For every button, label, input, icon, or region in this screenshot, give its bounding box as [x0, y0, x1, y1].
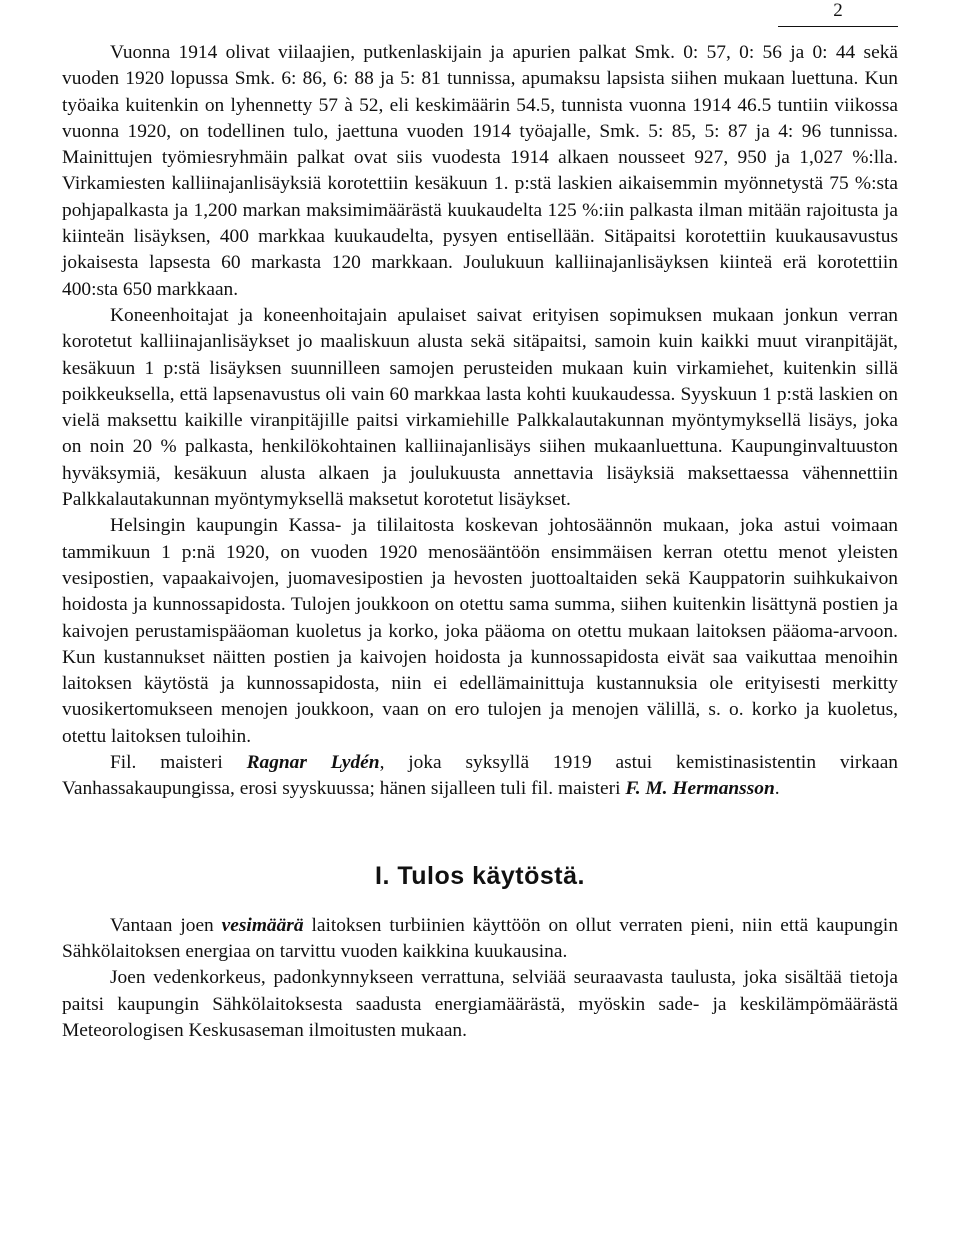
- page-number: 2: [833, 0, 843, 21]
- person-name-lyden: Ragnar Lydén: [246, 752, 380, 774]
- person-name-hermansson: F. M. Hermansson: [625, 778, 775, 800]
- paragraph-staff-change: [62, 750, 898, 803]
- lyden-after: , joka syksyllä 1919 astui kemistinasistentin virkaan Vanhassakaupungissa, erosi syyskuussa; hänen sijalleen tuli fil. maisteri: [62, 752, 898, 800]
- paragraph-water-level: Joen vedenkorkeus, padonkynnykseen verrattuna, selviää seuraavasta taulusta, joka sisältää tietoja paitsi kaupungin Sähkölaitoksesta saadusta energiamäärästä, myöskin sade- ja keskilämpömäärästä Meteorologisen Keskusaseman ilmoitusten mukaan.: [62, 967, 898, 1041]
- vantaa-after: laitoksen turbiinien käyttöön on ollut verraten pieni, niin että kaupungin Sähkölaitoksen energiaa on tarvittu vuoden kaikkina kuukausina.: [62, 914, 899, 962]
- emphasis-vesimaara: vesimäärä: [221, 914, 304, 936]
- section-heading: I. Tulos käytöstä.: [375, 861, 585, 890]
- vantaa-before: Vantaan joen: [110, 914, 222, 936]
- lyden-end: .: [774, 778, 780, 800]
- lyden-before: Fil. maisteri: [110, 752, 247, 774]
- document-body: [62, 40, 898, 1044]
- page-header: [778, 0, 898, 27]
- paragraph-machinists: Koneenhoitajat ja koneenhoitajain apulaiset saivat erityisen sopimuksen mukaan jonkun verran korotetut kalliinajanlisäykset jo maaliskuun alusta sekä sitäpaitsi, samoin kuin kaikki muut viranpitäjät, kesäkuun 1 p:stä lisäyksen suunnilleen samojen perusteiden mukaan kuin virkamiehet, kuitenkin sillä poikkeuksella, että lapsenavustus oli vain 60 markkaa lasta kohti kuukaudessa. Syyskuun 1 p:stä laskien on vielä maksettu kaikille viranpitäjille paitsi virkamiehille Palkkalautakunnan myöntymyksellä lisäys, joka on noin 20 % palkasta, henkilökohtainen kalliinajanlisäys siihen mukaanluettuna. Kaupunginvaltuuston hyväksymiä, kesäkuun alusta alkaen ja joulukuusta annettavia lisäyksiä maksettaessa vähennettiin Palkkalautakunnan myöntymyksellä maksetut korotetut lisäykset.: [62, 304, 898, 511]
- paragraph-vantaa: [62, 913, 898, 966]
- paragraph-water-posts: Helsingin kaupungin Kassa- ja tililaitosta koskevan johtosäännön mukaan, joka astui voimaan tammikuun 1 p:nä 1920, on vuoden 1920 menosääntöön ensimmäisen kerran otettu menot yleisten vesipostien, vapaakaivojen, juomavesipostien ja hevosten juottoaltaiden sekä Kauppatorin suihkukaivon hoidosta ja kunnossapidosta. Tulojen joukkoon on otettu sama summa, siihen kuitenkin lisättynä postien ja kaivojen perustamispääoman kuoletus ja korko, joka pääoma on otettu mukaan laitoksen pääoma-arvoon. Kun kustannukset näitten postien ja kaivojen hoidosta ja kunnossapidosta eivät saa vaikuttaa menoihin laitoksen käytöstä ja kunnossapidosta, niin ei edellämainittuja kustannuksia ole erityisesti merkitty vuosikertomukseen menojen joukkoon, vaan on ero tulojen ja menojen välillä, s. o. korko ja kuoletus, otettu laitoksen tuloihin.: [62, 515, 898, 747]
- paragraph-wages: Vuonna 1914 olivat viilaajien, putkenlaskijain ja apurien palkat Smk. 0: 57, 0: 56 ja 0: 44 sekä vuoden 1920 lopussa Smk. 6: 86, 6: 88 ja 5: 81 tunnissa, apumaksu lapsista siihen mukaan luettuna. Kun työaika kuitenkin on lyhennetty 57 à 52, eli keskimäärin 54.5, tunnista vuonna 1914 46.5 tuntiin viikossa vuonna 1920, on todellinen tulo, jaettuna vuoden 1914 työajalle, Smk. 5: 85, 5: 87 ja 4: 96 tunnissa. Mainittujen työmiesryhmäin palkat ovat siis vuodesta 1914 alkaen nousseet 927, 950 ja 1,027 %:lla. Virkamiesten kalliinajanlisäyksiä korotettiin kesäkuun 1. p:stä laskien aikaisemmin myönnetystä 75 %:sta pohjapalkasta ja 1,200 markan maksimimäärästä kuukaudelta 125 %:iin palkasta ilman mitään rajoitusta ja kiinteän lisäyksen, 400 markkaa kuukaudelta, pysyen entisellään. Sitäpaitsi korotettiin kuukausavustus jokaisesta lapsesta 60 markasta 120 markkaan. Joulukuun kalliinajanlisäyksen kiinteä erä korotettiin 400:sta 650 markkaan.: [62, 42, 898, 300]
